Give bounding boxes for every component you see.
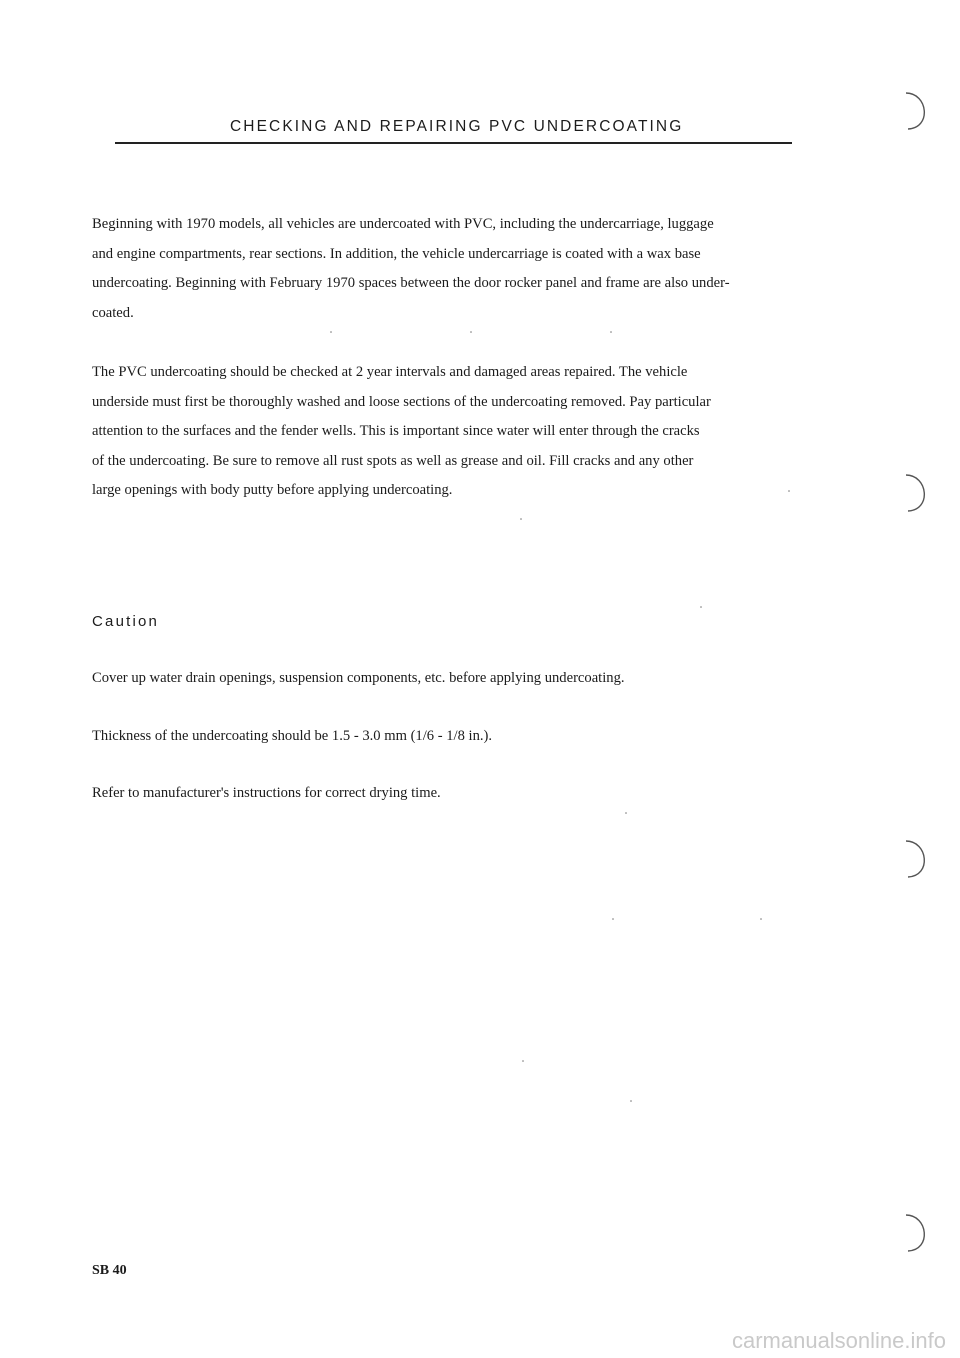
caution-heading: Caution	[92, 613, 160, 630]
scan-speck	[630, 1100, 632, 1102]
scan-speck	[700, 606, 702, 608]
paragraph-line: and engine compartments, rear sections. In addition, the vehicle undercarriage is coated with a wax base	[92, 245, 701, 262]
caution-note-drain-openings: Cover up water drain openings, suspension components, etc. before applying undercoating.	[92, 670, 625, 686]
caution-note-thickness: Thickness of the undercoating should be 1.5 - 3.0 mm (1/6 - 1/8 in.).	[92, 728, 493, 744]
scan-speck	[760, 918, 762, 920]
intro-paragraph	[92, 210, 822, 328]
paragraph-line: coated.	[92, 304, 134, 321]
binder-hole-icon	[900, 1210, 930, 1256]
binder-hole-icon	[900, 88, 930, 134]
binder-hole-icon	[900, 836, 930, 882]
scan-speck	[625, 812, 627, 814]
inspection-paragraph	[92, 358, 822, 506]
title-underline	[115, 142, 792, 144]
scan-speck	[788, 490, 790, 492]
paragraph-line: underside must first be thoroughly washed and loose sections of the undercoating removed. Pay particular	[92, 393, 711, 410]
paragraph-line: attention to the surfaces and the fender wells. This is important since water will enter through the cracks	[92, 423, 700, 439]
caution-note-drying-time: Refer to manufacturer's instructions for correct drying time.	[92, 785, 441, 801]
scan-speck	[520, 518, 522, 520]
watermark: carmanualsonline.info	[731, 1328, 946, 1353]
scan-speck	[612, 918, 614, 920]
page-title: CHECKING AND REPAIRING PVC UNDERCOATING	[230, 118, 684, 135]
paragraph-line: The PVC undercoating should be checked at 2 year intervals and damaged areas repaired. The vehicle	[92, 364, 688, 380]
paragraph-line: undercoating. Beginning with February 1970 spaces between the door rocker panel and frame are also under-	[92, 275, 730, 291]
scan-speck	[330, 331, 332, 333]
scan-speck	[610, 331, 612, 333]
paragraph-line: large openings with body putty before applying undercoating.	[92, 482, 453, 498]
scan-speck	[522, 1060, 524, 1062]
scan-speck	[470, 331, 472, 333]
page-number: SB 40	[92, 1263, 127, 1278]
binder-hole-icon	[900, 470, 930, 516]
paragraph-line: Beginning with 1970 models, all vehicles are undercoated with PVC, including the undercarriage, luggage	[92, 216, 714, 232]
paragraph-line: of the undercoating. Be sure to remove all rust spots as well as grease and oil. Fill cracks and any other	[92, 452, 694, 469]
